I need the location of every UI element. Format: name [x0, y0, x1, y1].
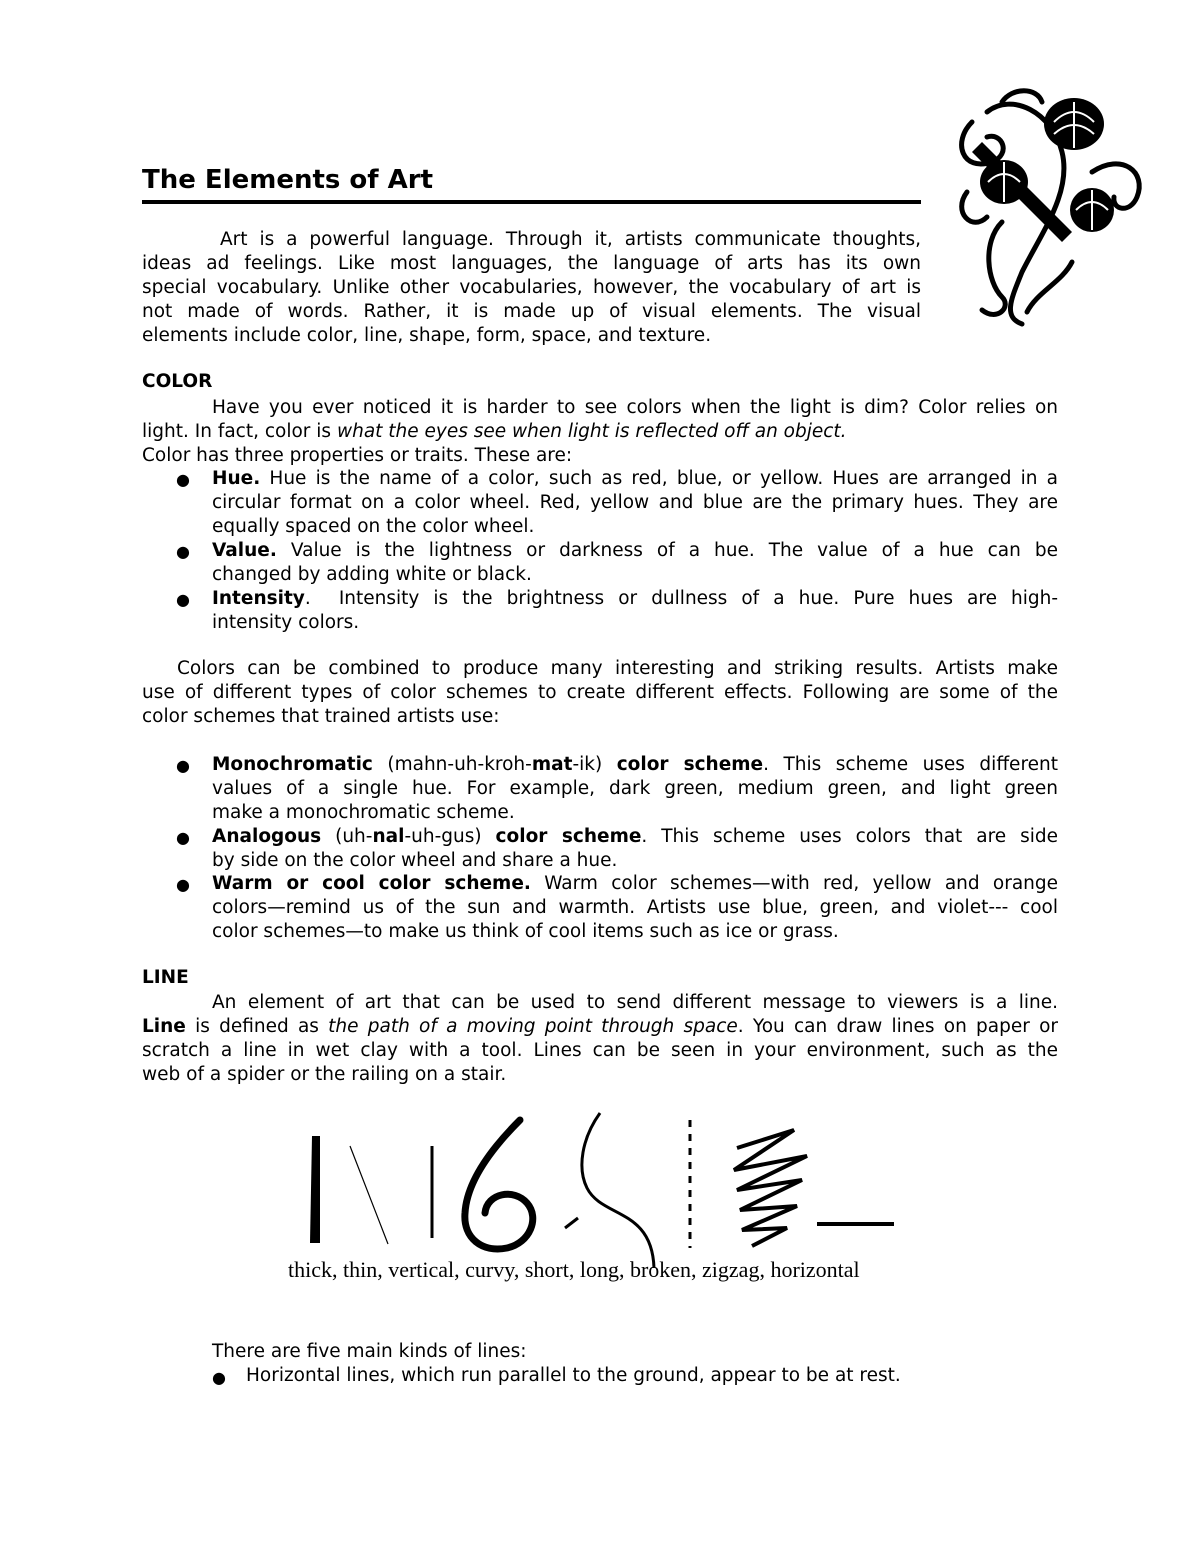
color-definition: what the eyes see when light is reflected off an object.	[336, 421, 847, 442]
value-term: Value.	[212, 540, 277, 561]
bullet-horizontal-lines: ●	[212, 1368, 226, 1387]
bullet-analogous: ●	[176, 828, 190, 847]
color-p1-line-2: light. In fact, color is what the eyes see when light is reflected off an object.	[142, 421, 847, 442]
line-paragraph: An element of art that can be used to send different message to viewers is a line. Line is defined as the path of a moving point through space. You can draw lines on paper or scratch a line in wet clay with a tool. Lines can be seen in your environment, such as the web of a spider or the railing on a stair.	[142, 992, 1058, 1085]
color-p1-line-3: Color has three properties or traits. These are:	[142, 445, 573, 466]
intro-line-5: elements include color, line, shape, form, space, and texture.	[142, 325, 712, 346]
analogous-item: Analogous (uh-nal-uh-gus) color scheme. This scheme uses colors that are side by side on the color wheel and share a hue.	[212, 826, 1058, 871]
color-heading: COLOR	[142, 371, 213, 392]
line-term: Line	[142, 1016, 186, 1037]
horizontal-lines-item: Horizontal lines, which run parallel to the ground, appear to be at rest.	[246, 1365, 901, 1386]
thin-line-sample	[350, 1146, 388, 1244]
page-title: The Elements of Art	[142, 165, 434, 195]
thick-line-sample	[310, 1136, 320, 1243]
curvy-line-sample	[465, 1120, 533, 1249]
color-schemes-paragraph: Colors can be combined to produce many interesting and striking results. Artists make use of different types of color schemes to create different effects. Following are some of the color schemes that trained artists use:	[142, 658, 1058, 727]
floral-ornament-icon	[942, 82, 1152, 332]
intensity-term: Intensity	[212, 588, 305, 609]
line-definition: the path of a moving point through space	[328, 1016, 738, 1037]
intro-line-2: ideas ad feelings. Like most languages, the language of arts has its own	[142, 253, 921, 274]
long-line-sample	[582, 1113, 654, 1268]
zigzag-line-sample	[734, 1130, 807, 1246]
line-heading: LINE	[142, 967, 189, 988]
bullet-monochromatic: ●	[176, 756, 190, 775]
bullet-warm-cool: ●	[176, 875, 190, 894]
bullet-value: ●	[176, 542, 190, 561]
intensity-item: Intensity. Intensity is the brightness or dullness of a hue. Pure hues are high- intensity colors.	[212, 588, 1058, 633]
color-p1-line-1: Have you ever noticed it is harder to see colors when the light is dim? Color relies on	[212, 397, 1058, 418]
intro-line-3: special vocabulary. Unlike other vocabularies, however, the vocabulary of art is	[142, 277, 921, 298]
bullet-intensity: ●	[176, 590, 190, 609]
warm-cool-item: Warm or cool color scheme. Warm color schemes—with red, yellow and orange colors—remind us of the sun and warmth. Artists use blue, green, and violet--- cool color schemes—to make us think of cool items such as ice or grass.	[212, 873, 1059, 942]
hue-item: Hue. Hue is the name of a color, such as red, blue, or yellow. Hues are arranged in a circular format on a color wheel. Red, yellow and blue are the primary hues. They are equally spaced on the color wheel.	[212, 468, 1058, 537]
monochromatic-item: Monochromatic (mahn-uh-kroh-mat-ik) color scheme. This scheme uses different values of a single hue. For example, dark green, medium green, and light green make a monochromatic scheme.	[212, 754, 1059, 823]
kinds-of-lines-intro: There are five main kinds of lines:	[212, 1341, 527, 1362]
value-item: Value. Value is the lightness or darkness of a hue. The value of a hue can be changed by adding white or black.	[212, 540, 1058, 585]
line-types-caption: thick, thin, vertical, curvy, short, long, broken, zigzag, horizontal	[288, 1257, 860, 1282]
bullet-hue: ●	[176, 470, 190, 489]
color-paragraph	[142, 396, 1058, 468]
intro-line-1: Art is a powerful language. Through it, artists communicate thoughts,	[220, 229, 921, 250]
hue-term: Hue.	[212, 468, 261, 489]
title-underline	[142, 200, 921, 204]
intro-paragraph	[142, 228, 921, 348]
short-line-sample	[565, 1218, 578, 1228]
intro-line-4: not made of words. Rather, it is made up of visual elements. The visual	[142, 301, 921, 322]
